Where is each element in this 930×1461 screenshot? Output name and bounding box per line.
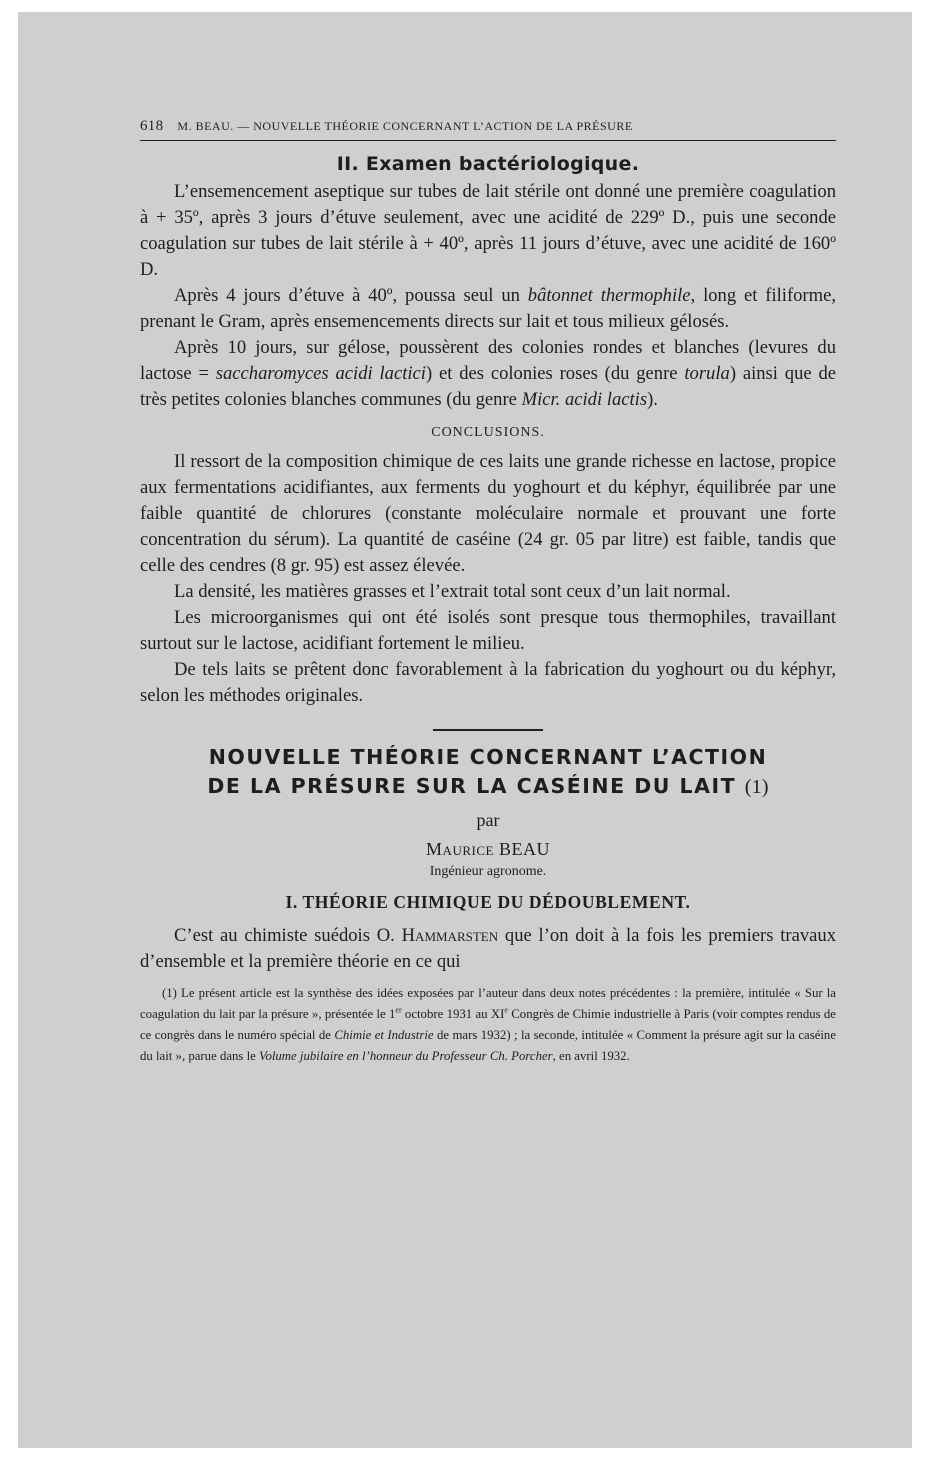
author-name — [140, 839, 836, 860]
italic-title: Volume jubilaire en l’honneur du Professeur Ch. Porcher — [259, 1048, 553, 1063]
paragraph-inoculation: L’ensemencement aseptique sur tubes de lait stérile ont donné une première coagulation à + 35º, après 3 jours d’étuve seulement, avec une acidité de 229º D., puis une seconde coagulation sur tubes de lait stérile à + 40º, après 11 jours d’étuve, avec une acidité de 160º D. — [140, 181, 836, 280]
paragraph-thermophile — [140, 283, 836, 335]
superscript: e — [504, 1005, 508, 1015]
text-run: Congrès de Chimie industrielle à Paris (voir comptes rendus de ce congrès dans le numéro spécial de — [140, 1006, 836, 1042]
text-run: ). — [647, 389, 658, 410]
author-last-name: BEAU — [498, 838, 550, 859]
page-number: 618 — [140, 118, 164, 134]
paragraph-hammarsten — [140, 923, 836, 975]
subsection-title: I. THÉORIE CHIMIQUE DU DÉDOUBLEMENT. — [285, 891, 691, 912]
footnote-ref: (1) — [744, 775, 769, 798]
article-title-line1: NOUVELLE THÉORIE CONCERNANT L’ACTION — [208, 744, 768, 769]
byline-par: par — [476, 809, 500, 830]
paragraph-conclusion-density: La densité, les matières grasses et l’extrait total sont ceux d’un lait normal. — [174, 581, 731, 602]
italic-term: saccharomyces acidi lactici — [215, 363, 426, 384]
text-run: ) ainsi que de très petites colonies blanches communes (du genre — [140, 363, 836, 410]
superscript: er — [395, 1005, 402, 1015]
italic-term: bâtonnet thermophile — [527, 285, 691, 306]
italic-term: Micr. acidi lactis — [521, 389, 648, 410]
text-run: , long et filiforme, prenant le Gram, après ensemencements directs sur lait et tous milieux gélosés. — [140, 285, 836, 332]
text-run: , en avril 1932. — [552, 1048, 630, 1063]
section-title-bacteriology: II. Examen bactériologique. — [336, 153, 640, 175]
text-run: ) et des colonies roses (du genre — [425, 363, 685, 384]
paragraph-colonies — [140, 335, 836, 413]
author-first-name: Maurice — [426, 838, 494, 859]
paragraph-conclusion-composition: Il ressort de la composition chimique de ces laits une grande richesse en lactose, propice aux fermentations acidifiantes, aux ferments du yoghourt et du képhyr, équilibrée par une faible quantité de chlorures (constante moléculaire normale et prouvant une forte concentration du sérum). La quantité de caséine (24 gr. 05 par litre) est faible, tandis que celle des cendres (8 gr. 95) est assez élevée. — [140, 451, 836, 576]
author-affiliation: Ingénieur agronome. — [429, 863, 547, 879]
article-title-line2 — [140, 772, 836, 802]
paragraph-conclusion-microorganisms: Les microorganismes qui ont été isolés sont presque tous thermophiles, travaillant surtout sur le lactose, acidifiant fortement le milieu. — [140, 607, 836, 654]
text-run: que l’on doit à la fois les premiers travaux d’ensemble et la première théorie en ce qui — [140, 924, 836, 972]
title-text: DE LA PRÉSURE SUR LA CASÉINE DU LAIT — [207, 773, 737, 798]
text-run: Après 4 jours d’étuve à 40º, poussa seul un — [174, 285, 528, 306]
person-name: Hammarsten — [401, 924, 499, 946]
italic-title: Chimie et Industrie — [334, 1027, 434, 1042]
article-title — [140, 743, 836, 802]
footnote — [140, 983, 836, 1067]
running-title: M. BEAU. — NOUVELLE THÉORIE CONCERNANT L’ACTION DE LA PRÉSURE — [177, 119, 633, 133]
italic-term: torula — [684, 363, 730, 384]
text-run: (1) Le présent article est la synthèse des idées exposées par l’auteur dans deux notes précédentes : la première, intitulée « Sur la coagulation du lait par la présure », présentée le 1 — [140, 985, 836, 1021]
separator-rule — [433, 729, 543, 731]
text-run: de mars 1932) ; la seconde, intitulée « Comment la présure agit sur la caséine du lait », parue dans le — [140, 1027, 837, 1063]
paragraph-conclusion-manufacture: De tels laits se prêtent donc favorablement à la fabrication du yoghourt ou du képhyr, selon les méthodes originales. — [140, 659, 836, 706]
text-run: Après 10 jours, sur gélose, poussèrent des colonies rondes et blanches (levures du lactose = — [140, 337, 836, 384]
text-run: C’est au chimiste suédois O. — [174, 924, 402, 946]
text-run: octobre 1931 au XI — [401, 1006, 505, 1021]
page-content — [140, 118, 836, 1079]
conclusions-heading: CONCLUSIONS. — [431, 425, 545, 440]
running-header — [140, 118, 836, 141]
